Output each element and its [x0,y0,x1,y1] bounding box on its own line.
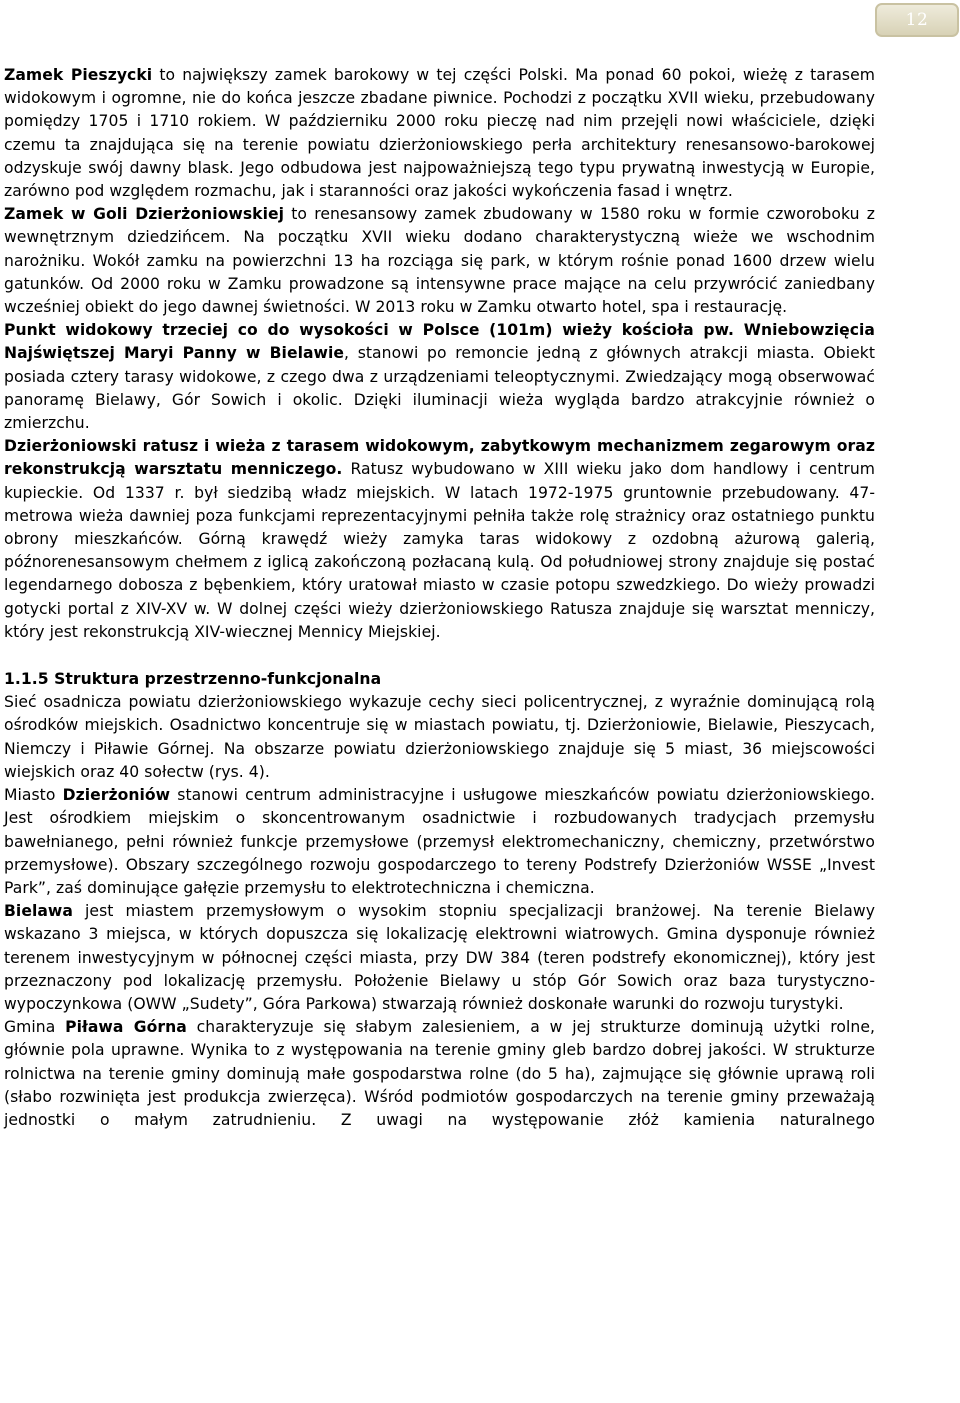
paragraph-lead: Zamek Pieszycki [4,66,153,84]
paragraph-text: to renesansowy zamek zbudowany w 1580 roku w formie czworoboku z wewnętrznym dziedzińcem. Na początku XVII wieku dodano charakterystyczną wieże we wschodnim narożniku. Wokół zamku na powierzchni 13 ha rozciąga się park, w którym rośnie ponad 1600 drzew wielu gatunków. Od 2000 roku w Zamku prowadzone są intensywne prace mające na celu przywrócić zaniedbany wcześniej obiekt do jego dawnej świetności. W 2013 roku w Zamku otwarto hotel, spa i restaurację. [4,205,875,317]
page-number: 12 [905,10,929,30]
paragraph-zamek-gola [4,203,875,319]
paragraph-lead: Dzierżoniowski ratusz i wieża z tarasem widokowym, zabytkowym mechanizmem zegarowym oraz rekonstrukcją warsztatu menniczego. [4,437,875,479]
paragraph-punkt-widokowy [4,319,875,435]
paragraph-text: to największy zamek barokowy w tej części Polski. Ma ponad 60 pokoi, wieżę z tarasem widokowym i ogromne, nie do końca jeszcze zbadane piwnice. Pochodzi z początku XVII wieku, przebudowany pomiędzy 1705 i 1710 rokiem. W październiku 2000 roku pieczę nad nim przejęli nowi właściciele, dzięki czemu ta znajdująca się na terenie powiatu dzierżoniowskiego perła architektury renesansowo-barokowej odzyskuje swój dawny blask. Jego odbudowa jest najpoważniejszą tego typu prywatną inwestycją w Europie, zarówno pod względem rozmachu, jak i staranności oraz jakości wykończenia fasad i wnętrz. [4,66,875,201]
section-heading: 1.1.5 Struktura przestrzenno-funkcjonalna [4,670,382,689]
paragraph-zamek-pieszycki [4,64,875,203]
paragraph-dzierzoniow [4,784,875,900]
document-body [4,64,875,1132]
paragraph-bielawa [4,900,875,1016]
paragraph-text: stanowi centrum administracyjne i usługowe mieszkańców powiatu dzierżoniowskiego. Jest ośrodkiem miejskim o skoncentrowanym osadnictwie i rozbudowanych tradycjach przemysłu bawełnianego, pełni również funkcje przemysłowe (przemysł elektromechaniczny, chemiczny, przetwórstwo przemysłowe). Obszary szczególnego rozwoju gospodarczego to tereny Podstrefy Dzierżoniów WSSE „Invest Park”, zaś dominujące gałęzie przemysłu to elektrotechniczna i chemiczna. [4,786,875,897]
paragraph-text: Ratusz wybudowano w XIII wieku jako dom handlowy i centrum kupieckie. Od 1337 r. był siedzibą władz miejskich. W latach 1972-1975 gruntownie przebudowany. 47-metrowa wieża dawniej poza funkcjami reprezentacyjnymi pełniła także rolę strażnicy oraz ostatniego punktu obrony mieszkańców. Górną krawędź wieży zamyka taras widokowy z ozdobną ażurową galerią, późnorenesansowym chełmem z iglicą zakończoną pozłacaną kulą. Od południowej strony znajduje się postać legendarnego dobosza z bębenkiem, który uratował miasto w czasie potopu szwedzkiego. Do wieży prowadzi gotycki portal z XIV-XV w. W dolnej części wieży dzierżoniowskiego Ratusza znajduje się warsztat menniczy, który jest rekonstrukcją XIV-wiecznej Mennicy Miejskiej. [4,460,875,641]
paragraph-lead: Dzierżoniów [62,786,171,805]
paragraph-lead: Zamek w Goli Dzierżoniowskiej [4,205,284,224]
paragraph-text: charakteryzuje się słabym zalesieniem, a w jej strukturze dominują użytki rolne, głównie pola uprawne. Wynika to z występowania na terenie gminy gleb bardzo dobrej jakości. W strukturze rolnictwa na terenie gminy dominują małe gospodarstwa rolne (do 5 ha), zajmujące się głównie uprawą roli (słabo rozwinięta jest produkcja zwierzęca). Wśród podmiotów gospodarczych na terenie gminy przeważają jednostki o małym zatrudnieniu. Z uwagi na występowanie złóż kamienia naturalnego [4,1018,875,1129]
paragraph-text: jest miastem przemysłowym o wysokim stopniu specjalizacji branżowej. Na terenie Bielawy wskazano 3 miejsca, w których dopuszcza się lokalizację elektrowni wiatrowych. Gmina dysponuje również terenem inwestycyjnym w północnej części miasta, przy DW 384 (teren podstrefy ekonomicznej), który jest przeznaczony pod lokalizację przemysłu. Położenie Bielawy u stóp Gór Sowich oraz baza turystyczno-wypoczynkowa (OWW „Sudety”, Góra Parkowa) stwarzają również doskonałe warunki do rozwoju turystyki. [4,902,875,1013]
section-intro: Sieć osadnicza powiatu dzierżoniowskiego wykazuje cechy sieci policentrycznej, z wyraźnie dominującą rolą ośrodków miejskich. Osadnictwo koncentruje się w miastach powiatu, tj. Dzierżoniowie, Bielawie, Pieszycach, Niemczy i Piławie Górnej. Na obszarze powiatu dzierżoniowskiego znajduje się 5 miast, 36 miejscowości wiejskich oraz 40 sołectw (rys. 4). [4,693,875,781]
paragraph-lead: Punkt widokowy trzeciej co do wysokości w Polsce (101m) wieży kościoła pw. Wniebowzięcia Najświętszej Maryi Panny w Bielawie [4,321,875,363]
paragraph-prefix: Gmina [4,1018,66,1037]
paragraph-lead: Bielawa [4,902,73,921]
page-number-badge [875,3,959,37]
paragraph-pilawa-gorna [4,1016,875,1132]
paragraph-lead: Piława Górna [65,1018,187,1037]
paragraph-text: , stanowi po remoncie jedną z głównych atrakcji miasta. Obiekt posiada cztery tarasy widokowe, z czego dwa z urządzeniami teleoptycznymi. Zwiedzający mogą obserwować panoramę Bielawy, Gór Sowich i okolic. Dzięki iluminacji wieża wygląda bardzo atrakcyjnie również o zmierzchu. [4,344,875,433]
paragraph-ratusz [4,435,875,644]
paragraph-prefix: Miasto [4,786,63,805]
